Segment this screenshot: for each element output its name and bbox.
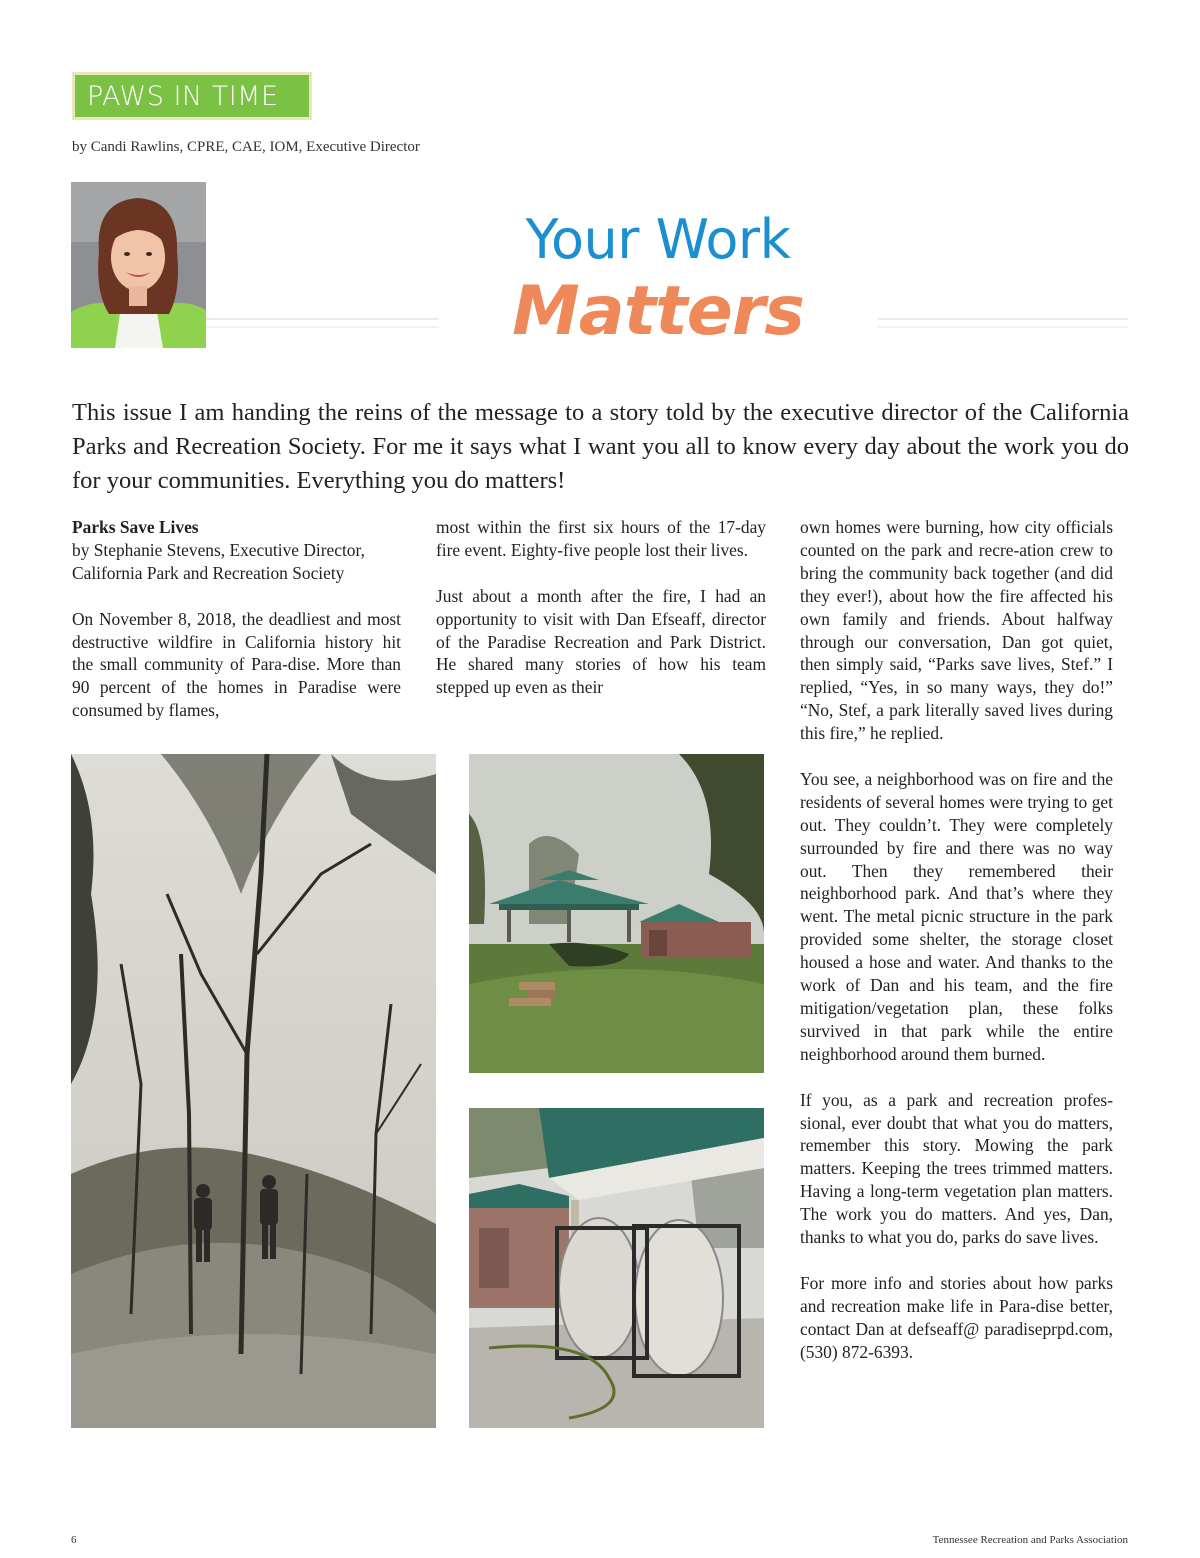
article-paragraph: most within the first six hours of the 17-day fire event. Eighty-five people lost their lives. xyxy=(436,517,766,560)
headline-rule-right xyxy=(878,318,1128,328)
headline-line-2: Matters xyxy=(512,272,804,351)
article-column-3 xyxy=(800,516,1113,1363)
article-title: Parks Save Lives xyxy=(72,517,199,537)
author-portrait xyxy=(71,182,206,348)
photo-park-pavilion xyxy=(469,754,764,1073)
article-column-2 xyxy=(436,516,766,699)
section-tag xyxy=(72,72,312,120)
headline-rule-left xyxy=(206,318,439,328)
article-paragraph: You see, a neighborhood was on fire and the residents of several homes were trying to get out. They couldn’t. They were completely surrounded by fire and there was no way out. Then they remembered their neighborhood park. And that’s where they went. The metal picnic structure in the park provided some shelter, the storage closet housed a hose and water. And thanks to the work of Dan and his team, and the fire mitigation/vegetation plan, these folks survived in that park while the entire neighborhood around them burned. xyxy=(800,768,1113,1064)
section-tag-label: PAWS IN TIME xyxy=(87,81,279,112)
article-paragraph: If you, as a park and recreation profes-sional, ever doubt that what you do matters, remember this story. Mowing the park matters. Keeping the trees trimmed matters. Having a long-term vegetation plan matters. The work you do matters. And yes, Dan, thanks to what you do, parks do save lives. xyxy=(800,1089,1113,1248)
photo-storage-tables xyxy=(469,1108,764,1428)
photo-burned-forest xyxy=(71,754,436,1428)
article-paragraph: For more info and stories about how parks and recreation make life in Para-dise better, contact Dan at defseaff@ paradiseprpd.com, (530) 872-6393. xyxy=(800,1272,1113,1362)
article-credit-line-1: by Stephanie Stevens, Executive Director, xyxy=(72,539,365,560)
byline: by Candi Rawlins, CPRE, CAE, IOM, Executive Director xyxy=(72,139,420,155)
article-credit-line-2: California Park and Recreation Society xyxy=(72,562,345,583)
headline-line-1: Your Work xyxy=(525,208,791,271)
page-number: 6 xyxy=(71,1534,77,1546)
article-paragraph: Just about a month after the fire, I had an opportunity to visit with Dan Efseaff, director of the Paradise Recreation and Park District. He shared many stories of how his team stepped up even as their xyxy=(436,585,766,698)
intro-paragraph: This issue I am handing the reins of the message to a story told by the executive director of the California Parks and Recreation Society. For me it says what I want you all to know every day about the work you do for your communities. Everything you do matters! xyxy=(72,399,1129,494)
publication-name: Tennessee Recreation and Parks Association xyxy=(932,1534,1128,1546)
article-paragraph: On November 8, 2018, the deadliest and most destructive wildfire in California history hit the small community of Para-dise. More than 90 percent of the homes in Paradise were consumed by flames, xyxy=(72,608,401,721)
article-column-1 xyxy=(72,516,401,722)
article-paragraph: own homes were burning, how city officials counted on the park and recre-ation crew to bring the community back together (and did they ever!), about how the fire affected his own family and friends. About halfway through our conversation, Dan got quiet, then simply said, “Parks save lives, Stef.” I replied, “Yes, in so many ways, they do!” “No, Stef, a park literally saved lives during this fire,” he replied. xyxy=(800,517,1113,744)
